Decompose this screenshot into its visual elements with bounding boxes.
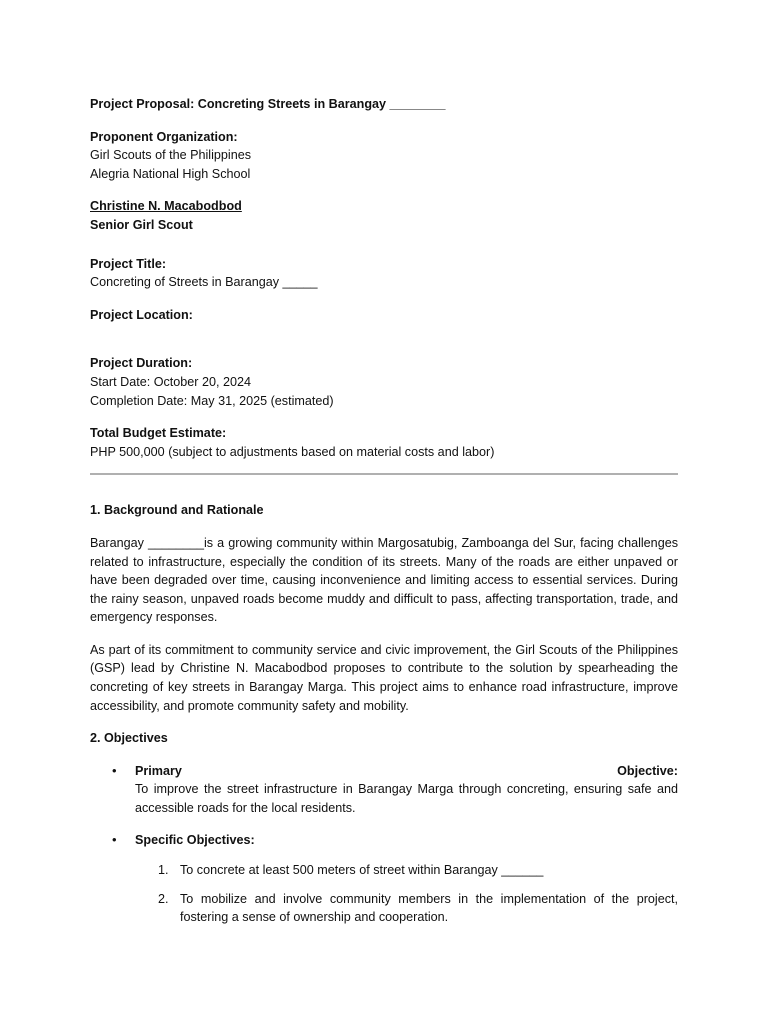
budget-section	[90, 424, 678, 461]
duration-label: Project Duration:	[90, 356, 193, 371]
section-1-heading: 1. Background and Rationale	[90, 503, 264, 518]
primary-word: • Primary	[135, 763, 182, 778]
author-name: Christine N. Macabodbod	[90, 199, 242, 214]
specific-objective-2	[135, 890, 678, 927]
background-paragraph-2: As part of its commitment to community service and civic improvement, the Girl Scouts of the Philippines (GSP) lead by Christine N. Macabodbod proposes to contribute to the solution by spearheading the concreting of key streets in Barangay Marga. This project aims to enhance road infrastructure, improve accessibility, and promote community safety and mobility.	[90, 642, 678, 713]
objectives-list	[90, 762, 678, 927]
completion-date: Completion Date: May 31, 2025 (estimated)	[90, 393, 334, 408]
budget-label: Total Budget Estimate:	[90, 426, 227, 441]
primary-objective-text: To improve the street infrastructure in Barangay Marga through concreting, ensuring safe and accessible roads for the local residents.	[135, 782, 678, 816]
specific-objectives-label: • Specific Objectives:	[135, 832, 255, 847]
specific-objective-number: 1.	[158, 863, 169, 878]
project-location-section	[90, 306, 678, 325]
duration-section	[90, 354, 678, 410]
author-role: Senior Girl Scout	[90, 217, 193, 232]
section-2-heading: 2. Objectives	[90, 731, 168, 746]
proponent-section	[90, 128, 678, 184]
specific-objective-text: To mobilize and involve community members in the implementation of the project, fostering a sense of ownership and cooperation.	[180, 891, 678, 925]
budget-value: PHP 500,000 (subject to adjustments based on material costs and labor)	[90, 444, 495, 459]
proponent-line-1: Girl Scouts of the Philippines	[90, 148, 252, 163]
start-date: Start Date: October 20, 2024	[90, 374, 252, 389]
proposal-title: Project Proposal: Concreting Streets in Barangay ________	[90, 97, 446, 111]
primary-objective-label	[135, 762, 678, 781]
specific-objective-text: To concrete at least 500 meters of street within Barangay ______	[180, 863, 544, 878]
author-section	[90, 197, 678, 234]
project-title-section	[90, 255, 678, 292]
specific-objectives-list	[135, 861, 678, 927]
proponent-label: Proponent Organization:	[90, 129, 238, 144]
proponent-line-2: Alegria National High School	[90, 166, 251, 181]
specific-objective-1	[135, 861, 678, 880]
specific-objective-number: 2.	[158, 891, 169, 906]
primary-objective-item	[90, 762, 678, 818]
project-location-label: Project Location:	[90, 307, 193, 322]
background-paragraph-1: Barangay ________is a growing community within Margosatubig, Zamboanga del Sur, facing challenges related to infrastructure, especially the condition of its streets. Many of the roads are either unpaved or have been degraded over time, causing inconvenience and limiting access to essential services. During the rainy season, unpaved roads become muddy and difficult to pass, affecting transportation, trade, and emergency responses.	[90, 535, 678, 625]
section-divider	[90, 473, 678, 475]
objective-word: Objective:	[617, 763, 678, 778]
project-title-value: Concreting of Streets in Barangay _____	[90, 275, 318, 290]
project-title-label: Project Title:	[90, 256, 167, 271]
specific-objectives-item	[90, 831, 678, 927]
